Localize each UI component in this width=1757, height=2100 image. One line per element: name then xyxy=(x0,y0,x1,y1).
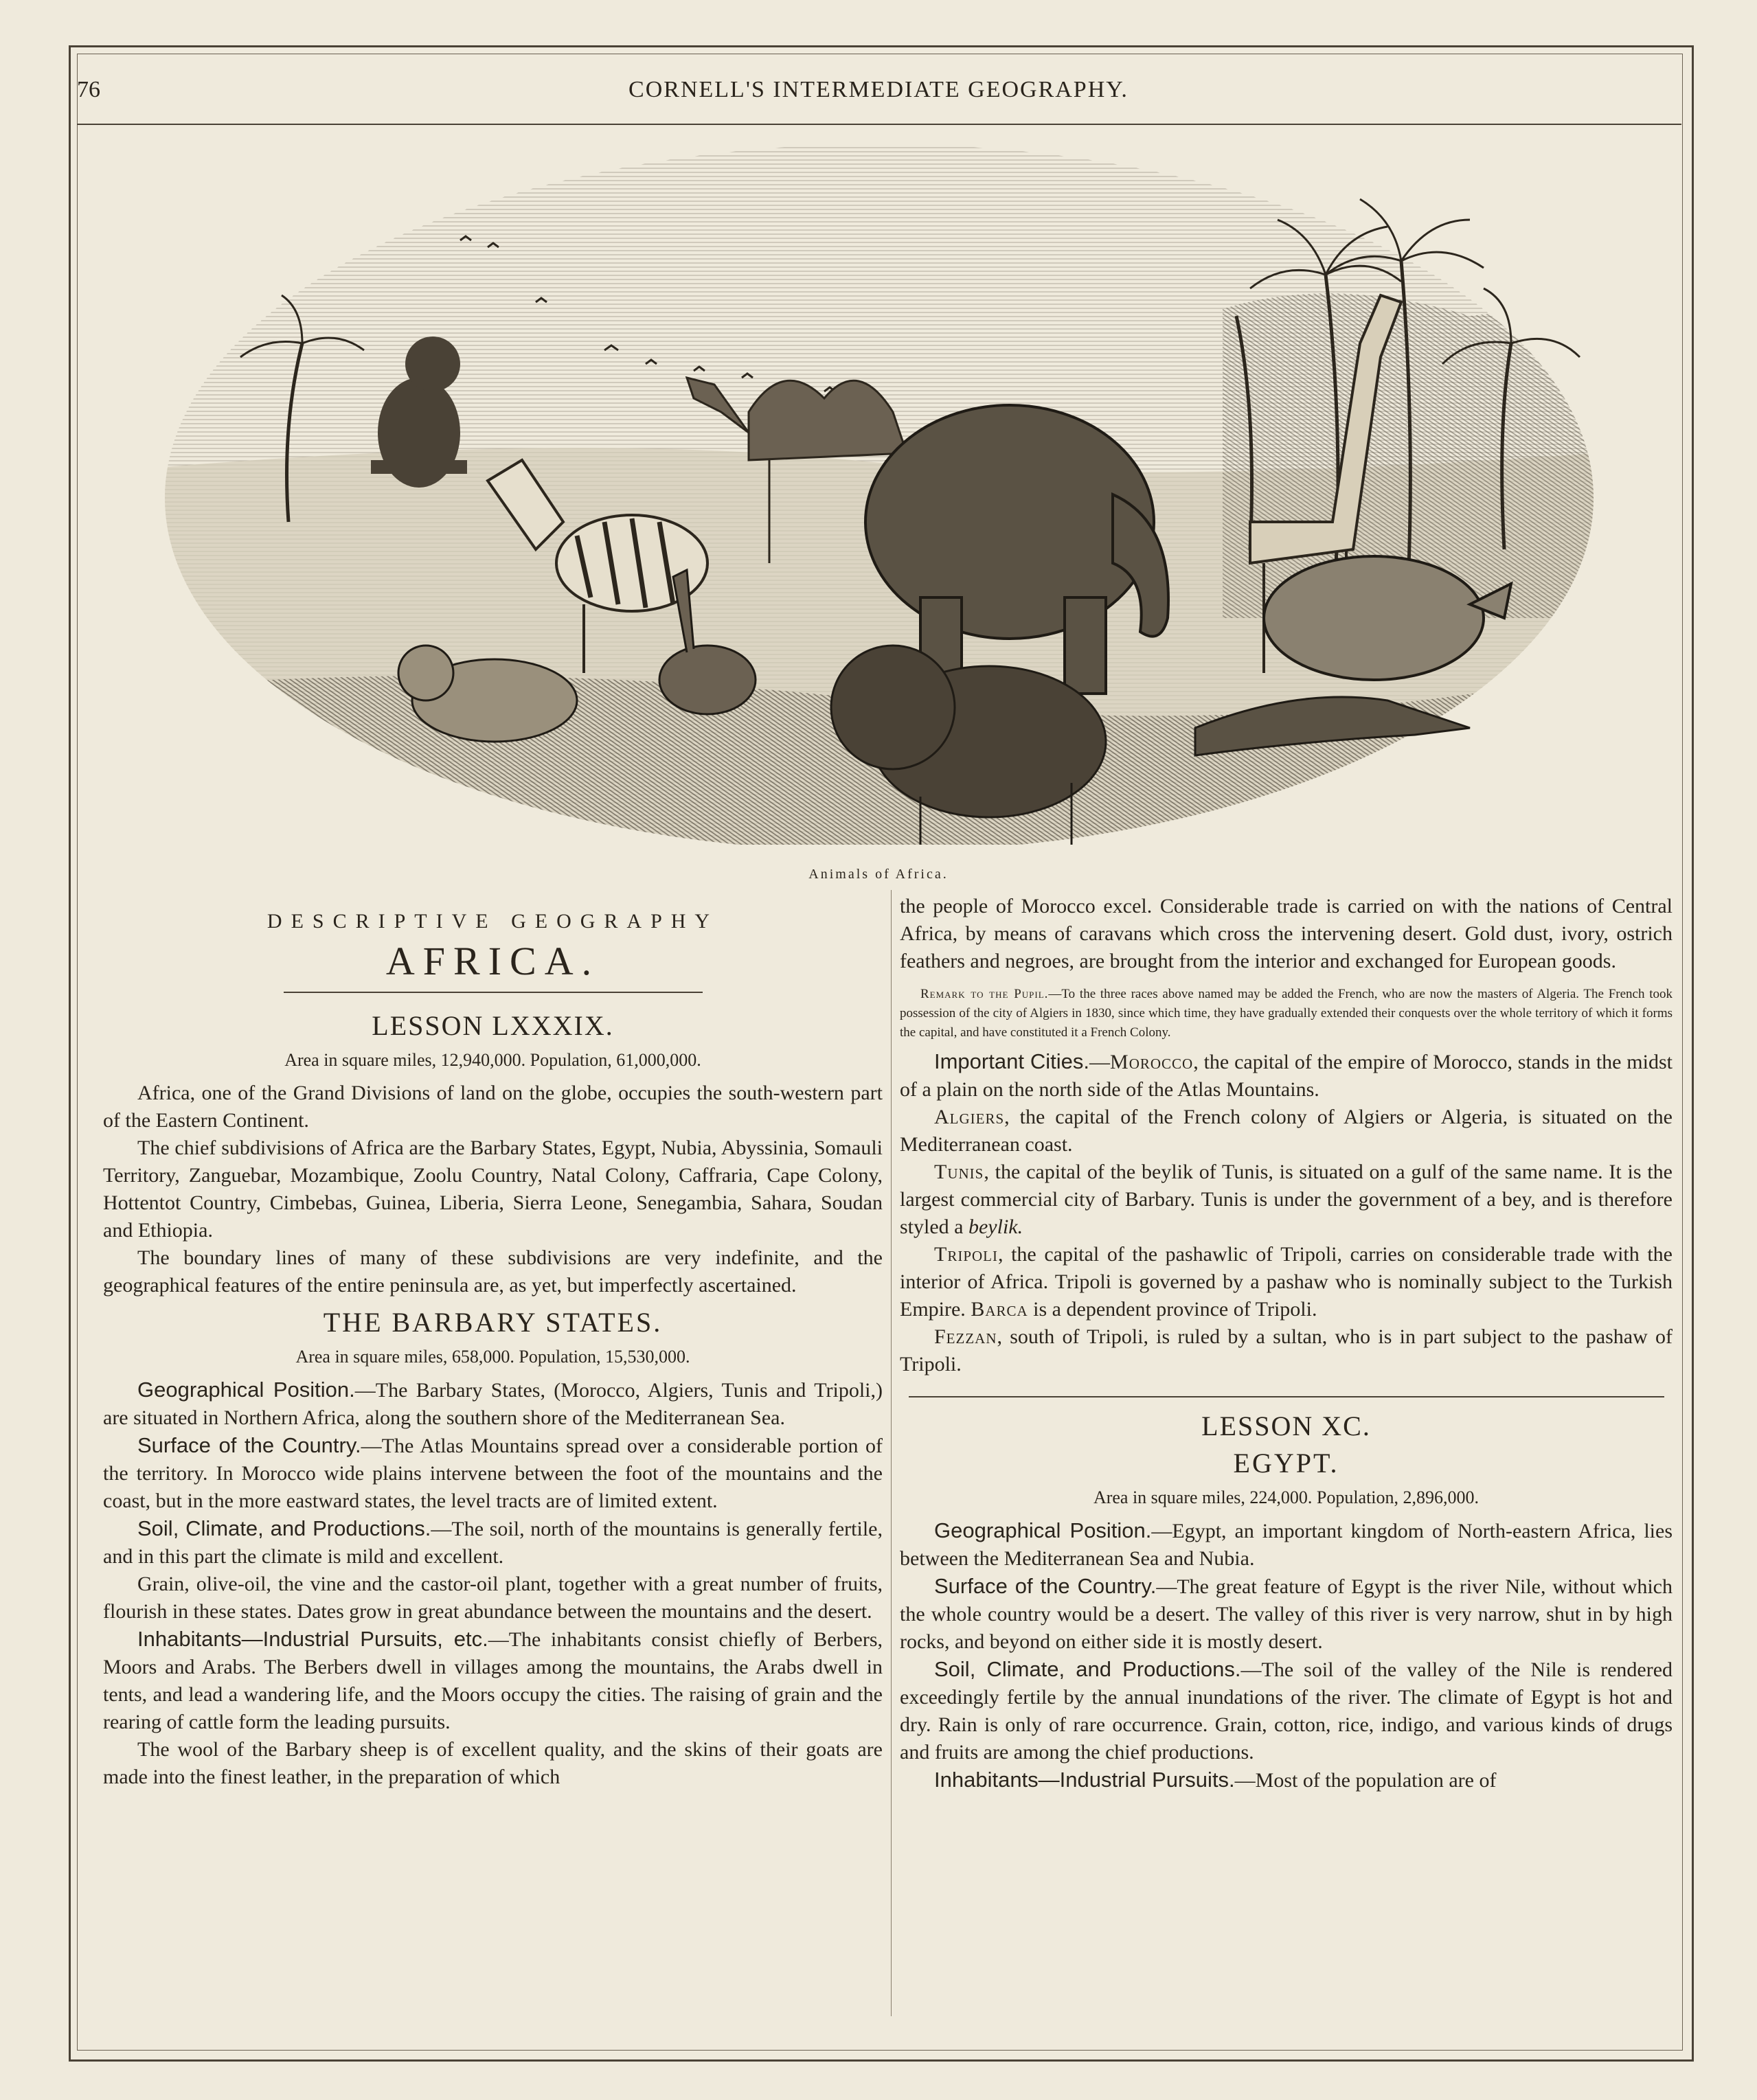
city-name: Barca xyxy=(971,1298,1028,1321)
area-population: Area in square miles, 658,000. Population, 15,530,000. xyxy=(295,1347,690,1367)
header-rule xyxy=(77,124,1681,125)
paragraph-text: is a dependent province of Tripoli. xyxy=(1028,1298,1317,1321)
section-heading: EGYPT. xyxy=(1233,1448,1339,1479)
paragraph-text: , the capital of the empire of Morocco, stands in the midst of a plain on the north side of the Atlas Mountains. xyxy=(900,1051,1673,1101)
paragraph: Important Cities.—Morocco, the capital of the empire of Morocco, stands in the midst of a plain on the north side of the Atlas Mountains. xyxy=(900,1049,1673,1101)
paragraph: Africa, one of the Grand Divisions of land on the globe, occupies the south-western part of the Eastern Continent. xyxy=(103,1082,883,1132)
paragraph: the people of Morocco excel. Considerable trade is carried on with the nations of Central Africa, by means of caravans which cross the intervening desert. Gold dust, ivory, ostrich feathers and negroes, are brought from the interior and exchanged for European goods. xyxy=(900,895,1673,972)
paragraph-text: —The Barbary States, (Morocco, Algiers, Tunis and Tripoli,) are situated in Northern Africa, along the southern shore of the Mediterranean Sea. xyxy=(103,1379,883,1429)
paragraph-text: , the capital of the French colony of Algiers or Algeria, is situated on the Mediterranean coast. xyxy=(900,1106,1673,1156)
paragraph-heading: Geographical Position. xyxy=(934,1518,1152,1542)
remark-text: —To the three races above named may be added the French, who are now the masters of Algeria. The French took possession of the city of Algiers in 1830, since which time, they have gradually extended their conquests over the whole territory of which it forms the capital, and have constituted it a French Colony. xyxy=(900,987,1673,1040)
paragraph-text: —The soil of the valley of the Nile is rendered exceedingly fertile by the annual inundations of the river. The climate of Egypt is hot and dry. Rain is only of rare occurrence. Grain, cotton, rice, indigo, and various kinds of drugs and fruits are among the chief productions. xyxy=(900,1658,1673,1764)
paragraph xyxy=(900,1517,1673,1573)
paragraph-text: , the capital of the pashawlic of Tripoli, carries on considerable trade with the interior of Africa. Tripoli is governed by a pashaw who is nominally subject to the Turkish Empire. xyxy=(900,1243,1673,1321)
illustration-caption: Animals of Africa. xyxy=(808,867,949,882)
paragraph-text: —The inhabitants consist chiefly of Berbers, Moors and Arabs. The Berbers dwell in villages among the mountains, the Arabs dwell in tents, and lead a wandering life, and the Moors occupy the cities. The raising of grain and the rearing of cattle form the leading pursuits. xyxy=(103,1628,883,1733)
lesson-rule xyxy=(909,1396,1664,1397)
chapter-title: AFRICA. xyxy=(385,939,600,983)
area-population: Area in square miles, 12,940,000. Population, 61,000,000. xyxy=(284,1050,701,1070)
city-name: Tunis xyxy=(934,1161,984,1183)
paragraph xyxy=(900,1241,1673,1323)
column-separator xyxy=(891,890,892,2016)
right-column xyxy=(900,893,1673,1794)
lesson-heading: LESSON XC. xyxy=(1201,1411,1371,1441)
paragraph xyxy=(900,1159,1673,1241)
paragraph: Grain, olive-oil, the vine and the castor-oil plant, together with a great number of fruits, flourish in these states. Dates grow in great abundance between the mountains and the desert. xyxy=(103,1573,883,1623)
paragraph xyxy=(900,1323,1673,1378)
page-number: 76 xyxy=(77,77,100,102)
paragraph-heading: Soil, Climate, and Productions. xyxy=(137,1516,431,1540)
remark-label: Remark to the Pupil. xyxy=(920,987,1049,1001)
city-name: Morocco xyxy=(1110,1051,1194,1073)
paragraph-heading: Inhabitants—Industrial Pursuits. xyxy=(934,1768,1235,1792)
city-name: Algiers xyxy=(934,1106,1005,1128)
paragraph-text: —Most of the population are of xyxy=(1234,1769,1497,1792)
paragraph xyxy=(103,1376,883,1432)
paragraph-text: —Egypt, an important kingdom of North-eastern Africa, lies between the Mediterranean Sea and Nubia. xyxy=(900,1520,1673,1570)
section-kicker: DESCRIPTIVE GEOGRAPHY xyxy=(267,910,719,933)
paragraph xyxy=(900,1573,1673,1656)
paragraph xyxy=(103,1515,883,1571)
area-population: Area in square miles, 224,000. Population, 2,896,000. xyxy=(1093,1487,1480,1507)
paragraph-heading: Inhabitants—Industrial Pursuits, etc. xyxy=(137,1627,488,1651)
city-name: Fezzan xyxy=(934,1325,997,1348)
paragraph-heading: Surface of the Country. xyxy=(934,1574,1157,1598)
paragraph-text: —The great feature of Egypt is the river Nile, without which the whole country would be a desert. The valley of this river is very narrow, shut in by high rocks, and beyond on either side it is mostly desert. xyxy=(900,1575,1673,1653)
paragraph-text: —The Atlas Mountains spread over a considerable portion of the territory. In Morocco wide plains intervene between the foot of the mountains and the coast, but in the more eastward states, the level tracts are of limited extent. xyxy=(103,1435,883,1512)
paragraph-text: —The soil, north of the mountains is generally fertile, and in this part the climate is mild and excellent. xyxy=(103,1518,883,1568)
remark-note xyxy=(900,985,1673,1042)
paragraph-heading: Important Cities. xyxy=(934,1049,1090,1073)
paragraph xyxy=(900,1656,1673,1766)
paragraph: The chief subdivisions of Africa are the Barbary States, Egypt, Nubia, Abyssinia, Somauli Territory, Zanguebar, Mozambique, Zoolu Country, Natal Colony, Caffraria, Cape Colony, Hottentot Country, Cimbebas, Guinea, Liberia, Sierra Leone, Senegambia, Sahara, Soudan and Ethiopia. xyxy=(103,1137,883,1242)
title-rule xyxy=(284,992,703,993)
paragraph xyxy=(900,1766,1673,1794)
paragraph xyxy=(900,1104,1673,1159)
running-head: CORNELL'S INTERMEDIATE GEOGRAPHY. xyxy=(628,77,1129,102)
animals-illustration xyxy=(165,137,1594,845)
lesson-heading: LESSON LXXXIX. xyxy=(372,1010,614,1041)
paragraph xyxy=(103,1432,883,1515)
paragraph-heading: Geographical Position. xyxy=(137,1378,355,1402)
paragraph-heading: Soil, Climate, and Productions. xyxy=(934,1657,1241,1681)
paragraph: The boundary lines of many of these subdivisions are very indefinite, and the geographical features of the entire peninsula are, as yet, but imperfectly ascertained. xyxy=(103,1246,883,1297)
paragraph: The wool of the Barbary sheep is of excellent quality, and the skins of their goats are made into the finest leather, in the preparation of which xyxy=(103,1738,883,1788)
paragraph-text: , the capital of the beylik of Tunis, is situated on a gulf of the same name. It is the largest commercial city of Barbary. Tunis is under the government of a bey, and is therefore styled a xyxy=(900,1161,1673,1238)
paragraph-text: , south of Tripoli, is ruled by a sultan, who is in part subject to the pashaw of Tripoli. xyxy=(900,1325,1673,1376)
left-column xyxy=(103,893,883,1791)
italic-term: beylik. xyxy=(968,1216,1023,1238)
city-name: Tripoli xyxy=(934,1243,998,1266)
section-heading: THE BARBARY STATES. xyxy=(323,1307,663,1338)
paragraph-heading: Surface of the Country. xyxy=(137,1433,361,1457)
paragraph xyxy=(103,1625,883,1736)
